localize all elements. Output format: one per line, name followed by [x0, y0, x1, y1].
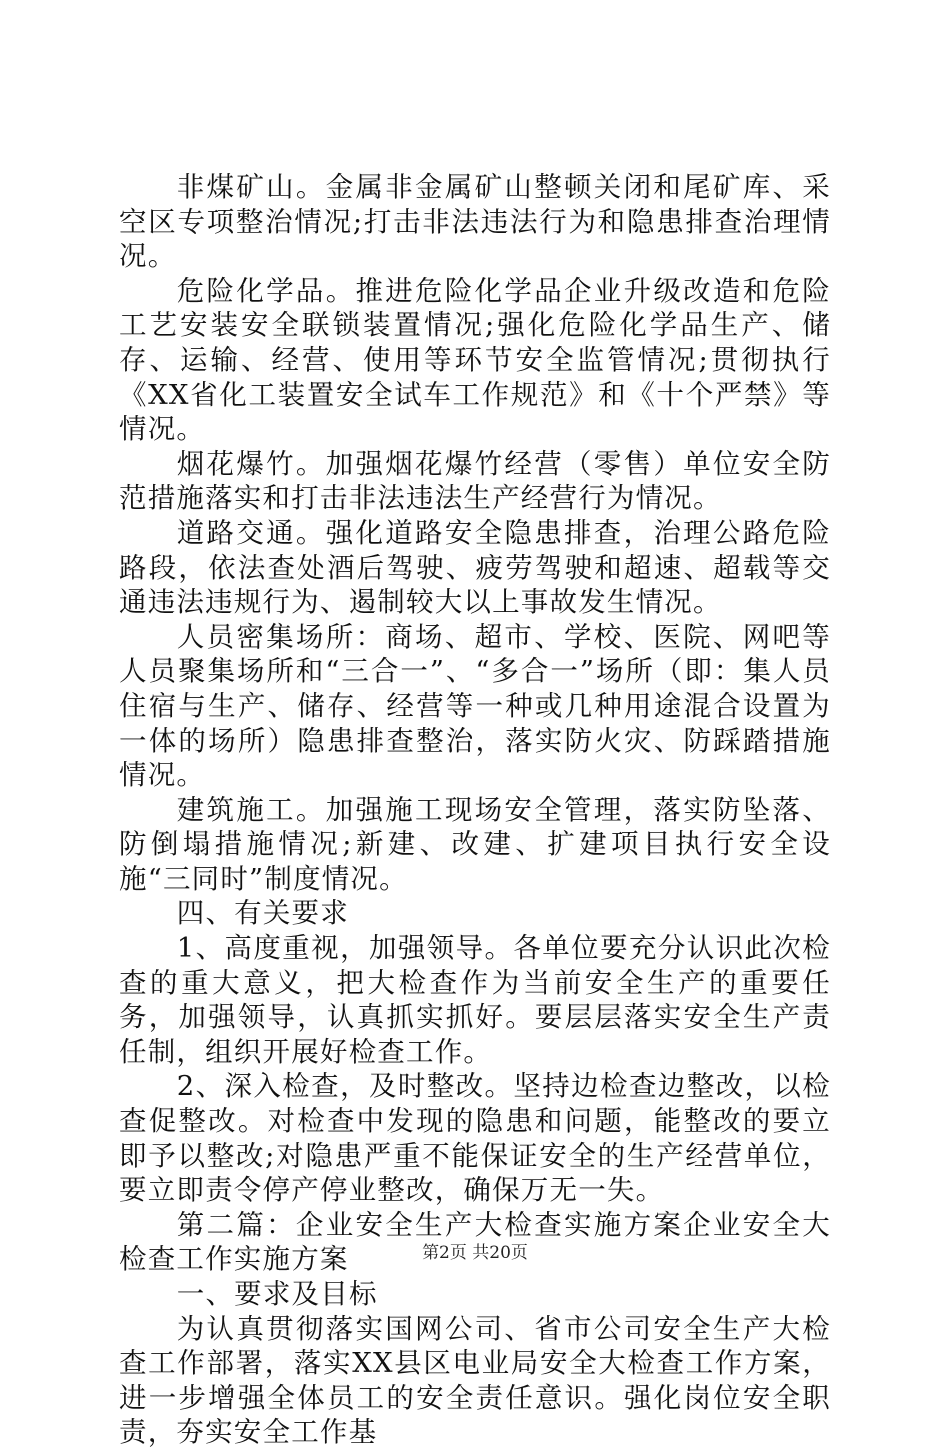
paragraph-fireworks: 烟花爆竹。加强烟花爆竹经营（零售）单位安全防范措施落实和打击非法违法生产经营行为情况。 — [119, 447, 831, 515]
section-heading-requirements: 四、有关要求 — [176, 897, 349, 930]
paragraph-requirement-1: 1、高度重视，加强领导。各单位要充分认识此次检查的重大意义，把大检查作为当前安全生产的重要任务，加强领导，认真抓实抓好。要层层落实安全生产责任制，组织开展好检查工作。 — [119, 932, 831, 1068]
paragraph-hazardous-chemicals: 危险化学品。推进危险化学品企业升级改造和危险工艺安装安全联锁装置情况;强化危险化学品生产、储存、运输、经营、使用等环节安全监管情况;贯彻执行《XX省化工装置安全试车工作规范》和《十个严禁》等情况。 — [119, 274, 831, 446]
paragraph-non-coal-mines: 非煤矿山。金属非金属矿山整顿关闭和尾矿库、采空区专项整治情况;打击非法违法行为和隐患排查治理情况。 — [119, 171, 831, 273]
paragraph-construction: 建筑施工。加强施工现场安全管理，落实防坠落、防倒塌措施情况;新建、改建、扩建项目执行安全设施“三同时”制度情况。 — [119, 793, 831, 895]
chapter-title-part-two: 第二篇：企业安全生产大检查实施方案企业安全大检查工作实施方案 — [119, 1208, 831, 1276]
page-number-footer: 第2页 共20页 — [422, 1243, 528, 1263]
paragraph-crowded-places: 人员密集场所：商场、超市、学校、医院、网吧等人员聚集场所和“三合一”、“多合一”场所（即：集人员住宿与生产、储存、经营等一种或几种用途混合设置为一体的场所）隐患排查整治，落实防火灾、防踩踏措施情况。 — [119, 620, 831, 792]
paragraph-road-traffic: 道路交通。强化道路安全隐患排查，治理公路危险路段，依法查处酒后驾驶、疲劳驾驶和超速、超载等交通违法违规行为、遏制较大以上事故发生情况。 — [119, 516, 831, 619]
paragraph-requirement-2: 2、深入检查，及时整改。坚持边检查边整改，以检查促整改。对检查中发现的隐患和问题，能整改的要立即予以整改;对隐患严重不能保证安全的生产经营单位，要立即责令停产停业整改，确保万无一失。 — [119, 1070, 831, 1207]
paragraph-goals: 为认真贯彻落实国网公司、省市公司安全生产大检查工作部署，落实XX县区电业局安全大检查工作方案，进一步增强全体员工的安全责任意识。强化岗位安全职责，夯实安全工作基 — [119, 1312, 831, 1449]
section-heading-goals: 一、要求及目标 — [176, 1278, 378, 1310]
